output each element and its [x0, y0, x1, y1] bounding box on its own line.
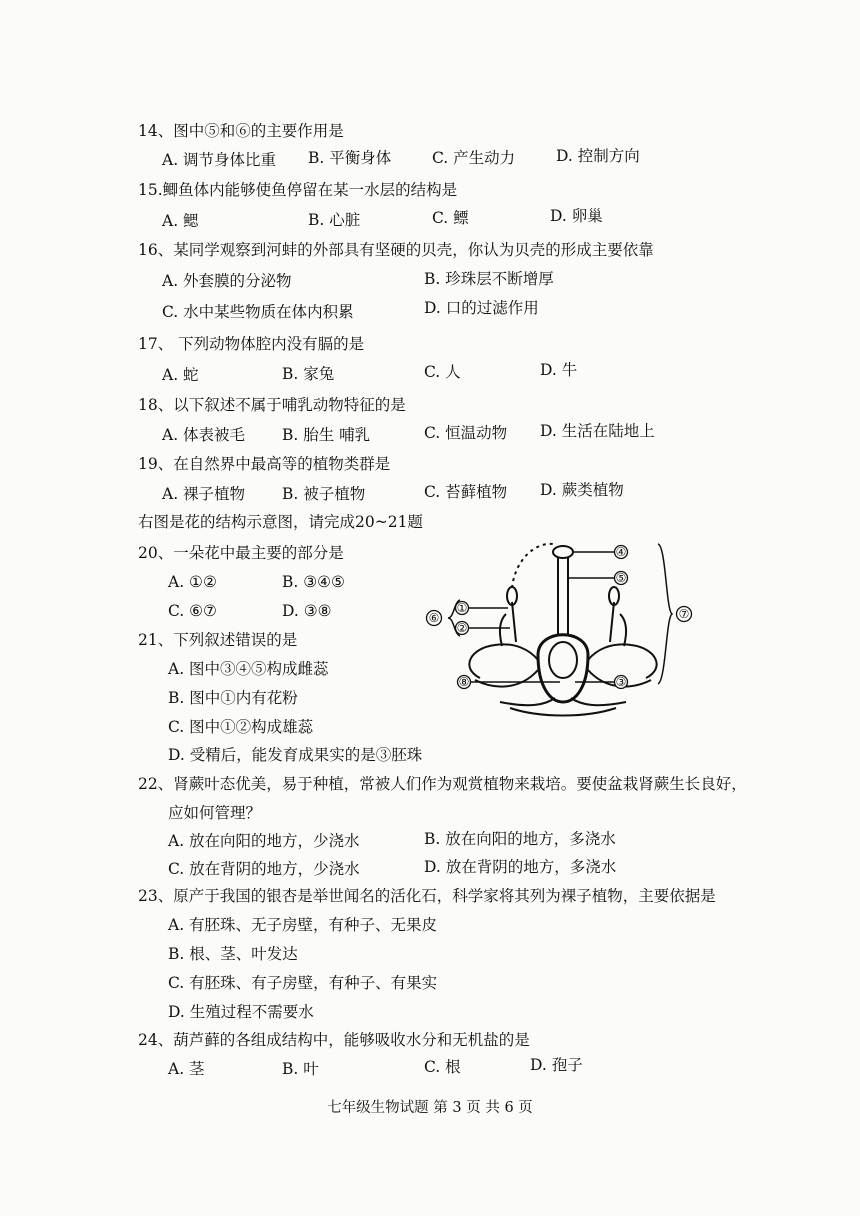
question-24: 24、葫芦藓的各组成结构中，能够吸收水分和无机盐的是 — [138, 1031, 530, 1049]
q19-option-c: C. 苔藓植物 — [424, 483, 508, 501]
filament-left-2 — [500, 614, 506, 646]
ovule — [549, 642, 577, 678]
q15-option-b: B. 心脏 — [308, 211, 361, 229]
label-6: ⑥ — [428, 611, 440, 625]
petal-left — [469, 644, 538, 678]
flower-structure-diagram — [420, 530, 700, 725]
question-17: 17、 下列动物体腔内没有膈的是 — [138, 335, 365, 353]
q18-option-d: D. 生活在陆地上 — [540, 422, 655, 440]
pollination-path — [512, 544, 553, 588]
q15-option-d: D. 卵巢 — [550, 207, 603, 225]
label-2: ② — [456, 621, 468, 635]
question-19: 19、在自然界中最高等的植物类群是 — [138, 455, 391, 473]
label-3: ③ — [615, 675, 627, 689]
label-7: ⑦ — [678, 607, 690, 621]
q20-option-b: B. ③④⑤ — [282, 573, 345, 591]
q19-option-a: A. 裸子植物 — [162, 485, 246, 503]
q23-option-b: B. 根、茎、叶发达 — [168, 945, 298, 963]
question-21: 21、下列叙述错误的是 — [138, 631, 298, 649]
page-footer: 七年级生物试题 第 3 页 共 6 页 — [327, 1100, 533, 1116]
style — [558, 557, 568, 635]
q19-option-b: B. 被子植物 — [282, 485, 366, 503]
question-23: 23、原产于我国的银杏是举世闻名的活化石，科学家将其列为裸子植物，主要依据是 — [138, 887, 716, 905]
q20-option-a: A. ①② — [168, 573, 217, 591]
q24-option-a: A. 茎 — [168, 1060, 205, 1078]
question-14: 14、图中⑤和⑥的主要作用是 — [138, 122, 344, 140]
stigma — [553, 546, 573, 558]
q14-option-d: D. 控制方向 — [556, 147, 640, 165]
q24-option-c: C. 根 — [424, 1058, 461, 1076]
q24-option-b: B. 叶 — [282, 1060, 319, 1078]
q14-option-c: C. 产生动力 — [432, 149, 516, 167]
q16-option-b: B. 珍珠层不断增厚 — [424, 270, 554, 288]
diagram-instruction: 右图是花的结构示意图，请完成20~21题 — [138, 513, 423, 531]
filament-left — [512, 602, 516, 642]
q21-option-b: B. 图中①内有花粉 — [168, 689, 298, 707]
q22-option-c: C. 放在背阴的地方，少浇水 — [168, 860, 360, 878]
q14-option-a: A. 调节身体比重 — [162, 151, 277, 169]
question-18: 18、以下叙述不属于哺乳动物特征的是 — [138, 396, 406, 414]
q23-option-a: A. 有胚珠、无子房壁，有种子、无果皮 — [168, 916, 438, 934]
q17-option-d: D. 牛 — [540, 361, 578, 379]
question-15: 15.鲫鱼体内能够使鱼停留在某一水层的结构是 — [138, 181, 458, 199]
label-8: ⑧ — [458, 675, 470, 689]
question-20: 20、一朵花中最主要的部分是 — [138, 544, 344, 562]
q15-option-c: C. 鳔 — [432, 209, 469, 227]
q15-option-a: A. 鳃 — [162, 212, 199, 230]
filament-right — [610, 602, 614, 642]
label-4: ④ — [615, 545, 627, 559]
label-1: ① — [456, 601, 468, 615]
q22-option-b: B. 放在向阳的地方，多浇水 — [424, 830, 616, 848]
q17-option-c: C. 人 — [424, 363, 461, 381]
filament-right-2 — [620, 614, 626, 646]
q20-option-d: D. ③⑧ — [282, 602, 332, 620]
q24-option-d: D. 孢子 — [530, 1056, 583, 1074]
q16-option-d: D. 口的过滤作用 — [424, 299, 539, 317]
q20-option-c: C. ⑥⑦ — [168, 602, 217, 620]
q22-option-a: A. 放在向阳的地方，少浇水 — [168, 832, 360, 850]
q23-option-c: C. 有胚珠、有子房壁，有种子、有果实 — [168, 974, 438, 992]
q18-option-b: B. 胎生 哺乳 — [282, 426, 371, 444]
q19-option-d: D. 蕨类植物 — [540, 481, 624, 499]
q17-option-b: B. 家兔 — [282, 365, 335, 383]
q16-option-c: C. 水中某些物质在体内积累 — [162, 303, 354, 321]
q18-option-a: A. 体表被毛 — [162, 426, 246, 444]
q14-option-b: B. 平衡身体 — [308, 149, 392, 167]
q16-option-a: A. 外套膜的分泌物 — [162, 272, 292, 290]
q23-option-d: D. 生殖过程不需要水 — [168, 1003, 314, 1021]
question-22: 22、肾蕨叶态优美，易于种植，常被人们作为观赏植物来栽培。要使盆栽肾蕨生长良好， — [138, 775, 747, 793]
ovary — [538, 635, 588, 702]
q17-option-a: A. 蛇 — [162, 366, 199, 384]
label-5: ⑤ — [615, 571, 627, 585]
q18-option-c: C. 恒温动物 — [424, 424, 508, 442]
q22-option-d: D. 放在背阴的地方，多浇水 — [424, 858, 617, 876]
q21-option-a: A. 图中③④⑤构成雌蕊 — [168, 660, 329, 678]
q21-option-d: D. 受精后，能发育成果实的是③胚珠 — [168, 746, 423, 764]
question-16: 16、某同学观察到河蚌的外部具有坚硬的贝壳，你认为贝壳的形成主要依靠 — [138, 241, 654, 259]
petal-right — [588, 644, 657, 678]
q21-option-c: C. 图中①②构成雄蕊 — [168, 718, 314, 736]
question-22-continued: 应如何管理？ — [168, 804, 262, 822]
